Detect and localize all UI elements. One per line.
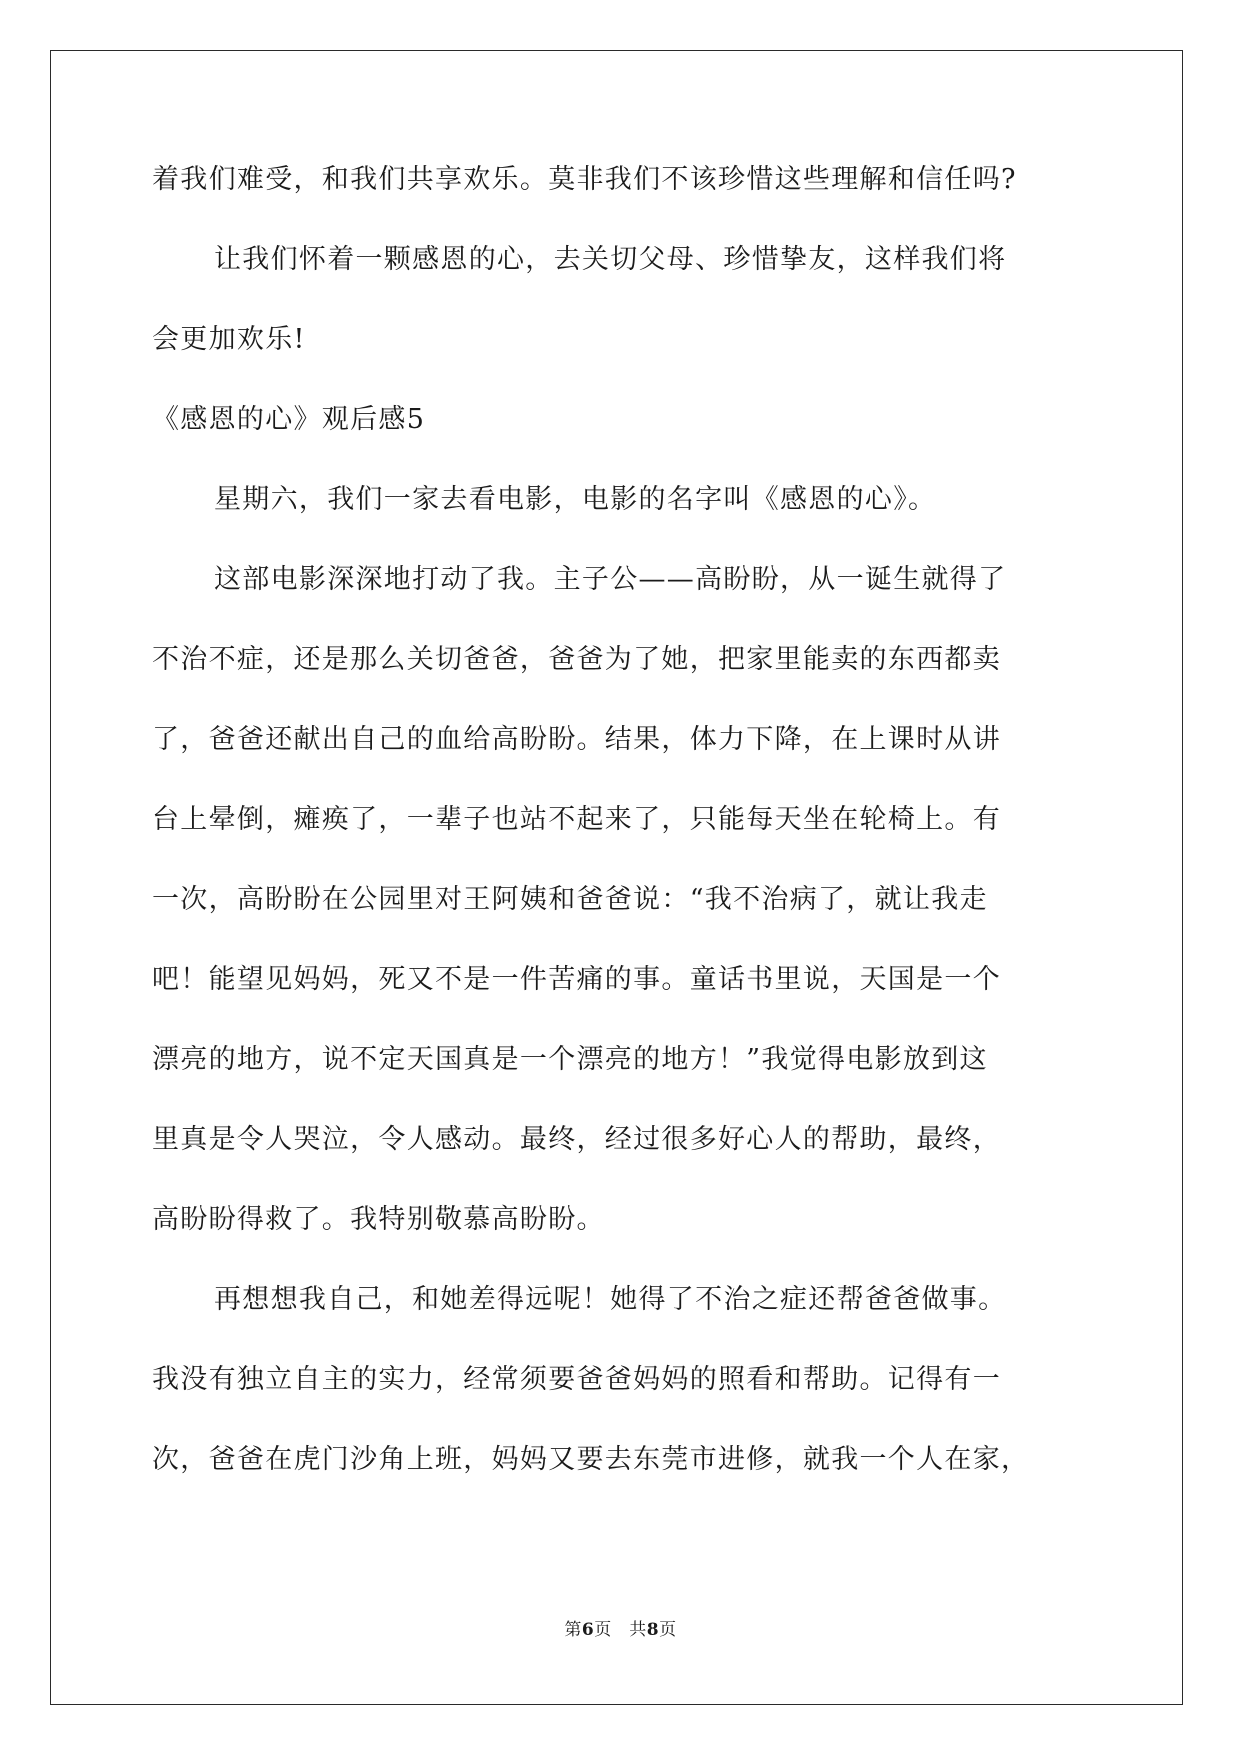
text-line: 我没有独立自主的实力，经常须要爸爸妈妈的照看和帮助。记得有一 [152,1364,1001,1395]
text-line: 了，爸爸还献出自己的血给高盼盼。结果，体力下降，在上课时从讲 [152,724,1001,755]
text-line: 高盼盼得救了。我特别敬慕高盼盼。 [152,1204,605,1235]
footer-suffix: 页 [659,1620,677,1640]
text-line: 不治不症，还是那么关切爸爸，爸爸为了她，把家里能卖的东西都卖 [152,644,1001,675]
text-line: 星期六，我们一家去看电影，电影的名字叫《感恩的心》。 [214,484,937,515]
text-line: 一次，高盼盼在公园里对王阿姨和爸爸说：“我不治病了，就让我走 [152,884,988,915]
footer-middle: 页 共 [594,1620,647,1640]
text-line: 这部电影深深地打动了我。主子公——高盼盼，从一诞生就得了 [214,564,1007,595]
text-line: 着我们难受，和我们共享欢乐。莫非我们不该珍惜这些理解和信任吗? [152,164,1017,195]
footer-prefix: 第 [564,1620,582,1640]
text-line: 会更加欢乐! [152,324,306,355]
text-line: 台上晕倒，瘫痪了，一辈子也站不起来了，只能每天坐在轮椅上。有 [152,804,1001,835]
total-page-count: 8 [646,1620,660,1640]
text-line: 让我们怀着一颗感恩的心，去关切父母、珍惜挚友，这样我们将 [214,244,1007,275]
text-line: 漂亮的地方，说不定天国真是一个漂亮的地方！”我觉得电影放到这 [152,1044,988,1075]
current-page-number: 6 [581,1620,595,1640]
document-body [152,165,1092,1525]
section-heading: 《感恩的心》观后感5 [152,404,426,435]
text-line: 里真是令人哭泣，令人感动。最终，经过很多好心人的帮助，最终， [152,1124,1001,1155]
text-line: 吧！能望见妈妈，死又不是一件苦痛的事。童话书里说，天国是一个 [152,964,1001,995]
text-line: 再想想我自己，和她差得远呢！她得了不治之症还帮爸爸做事。 [214,1284,1007,1315]
page-number-footer [0,1620,1241,1640]
text-line: 次，爸爸在虎门沙角上班，妈妈又要去东莞市进修，就我一个人在家， [152,1444,1030,1475]
